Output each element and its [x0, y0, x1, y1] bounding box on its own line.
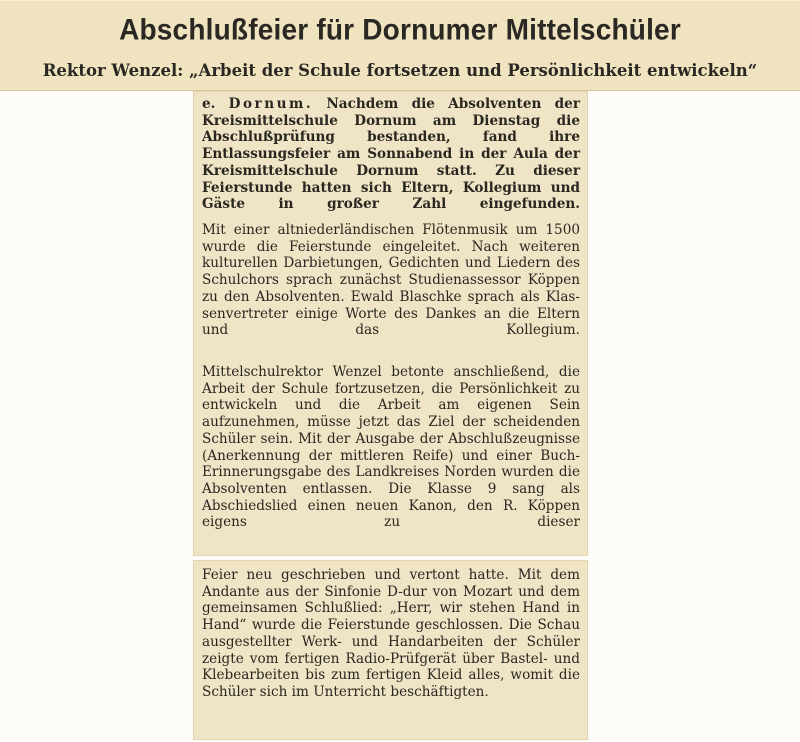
dateline-prefix: e.	[202, 96, 229, 112]
lead-text: Nachdem die Absolventen der Kreismittelschule Dornum am Dienstag die Abschlußprüfung bestanden, fand ihre Entlassungsfeier am Sonnabend in der Aula der Kreismittelschule Dornum statt. Zu dieser Feierstunde hatten sich Eltern, Kollegium und Gäste in großer Zahl eingefunden.	[202, 96, 580, 213]
paragraph-closing: Feier neu geschrieben und vertont hatte. Mit dem Andante aus der Sinfonie D-dur von Mozart und dem gemeinsamen Schlußlied: „Herr, wir stehen Hand in Hand“ wurde die Feierstunde geschlossen. Die Schau ausgestellter Werk- und Handarbeiten der Schüler zeigte vom fertigen Radio-Prüfgerät über Bastel- und Klebearbeiten bis zum fertigen Kleid alles, womit die Schüler sich im Unterricht beschäftigten.	[202, 567, 580, 700]
dateline-place: Dornum.	[228, 96, 314, 112]
paragraph-music: Mit einer altniederländischen Flötenmusik um 1500 wurde die Feierstunde eingeleitet. Nach weiteren kulturellen Darbietungen, Gedichten und Liedern des Schulchors sprach zunächst Studienassessor Köppen zu den Absolventen. Ewald Blaschke sprach als Klassenvertreter einige Worte des Dankes an die Eltern und das Kollegium.	[202, 222, 580, 339]
subheadline: Rektor Wenzel: „Arbeit der Schule fortsetzen und Persönlichkeit entwickeln“	[42, 61, 758, 80]
headline: Abschlußfeier für Dornumer Mittelschüler	[119, 13, 681, 46]
paragraph-rector: Mittelschulrektor Wenzel betonte anschließend, die Arbeit der Schule fortzusetzen, die Persönlichkeit zu entwickeln und die Arbeit am eigenen Sein aufzunehmen, müsse jetzt das Ziel der scheidenden Schüler sein. Mit der Ausgabe der Abschlußzeugnisse (Anerkennung der mittleren Reife) und einer Buch-Erinnerungsgabe des Landkreises Norden wurden die Absolventen entlassen. Die Klasse 9 sang als Abschiedslied einen neuen Kanon, den R. Köppen eigens zu dieser	[202, 364, 580, 531]
lead-paragraph	[202, 96, 580, 213]
